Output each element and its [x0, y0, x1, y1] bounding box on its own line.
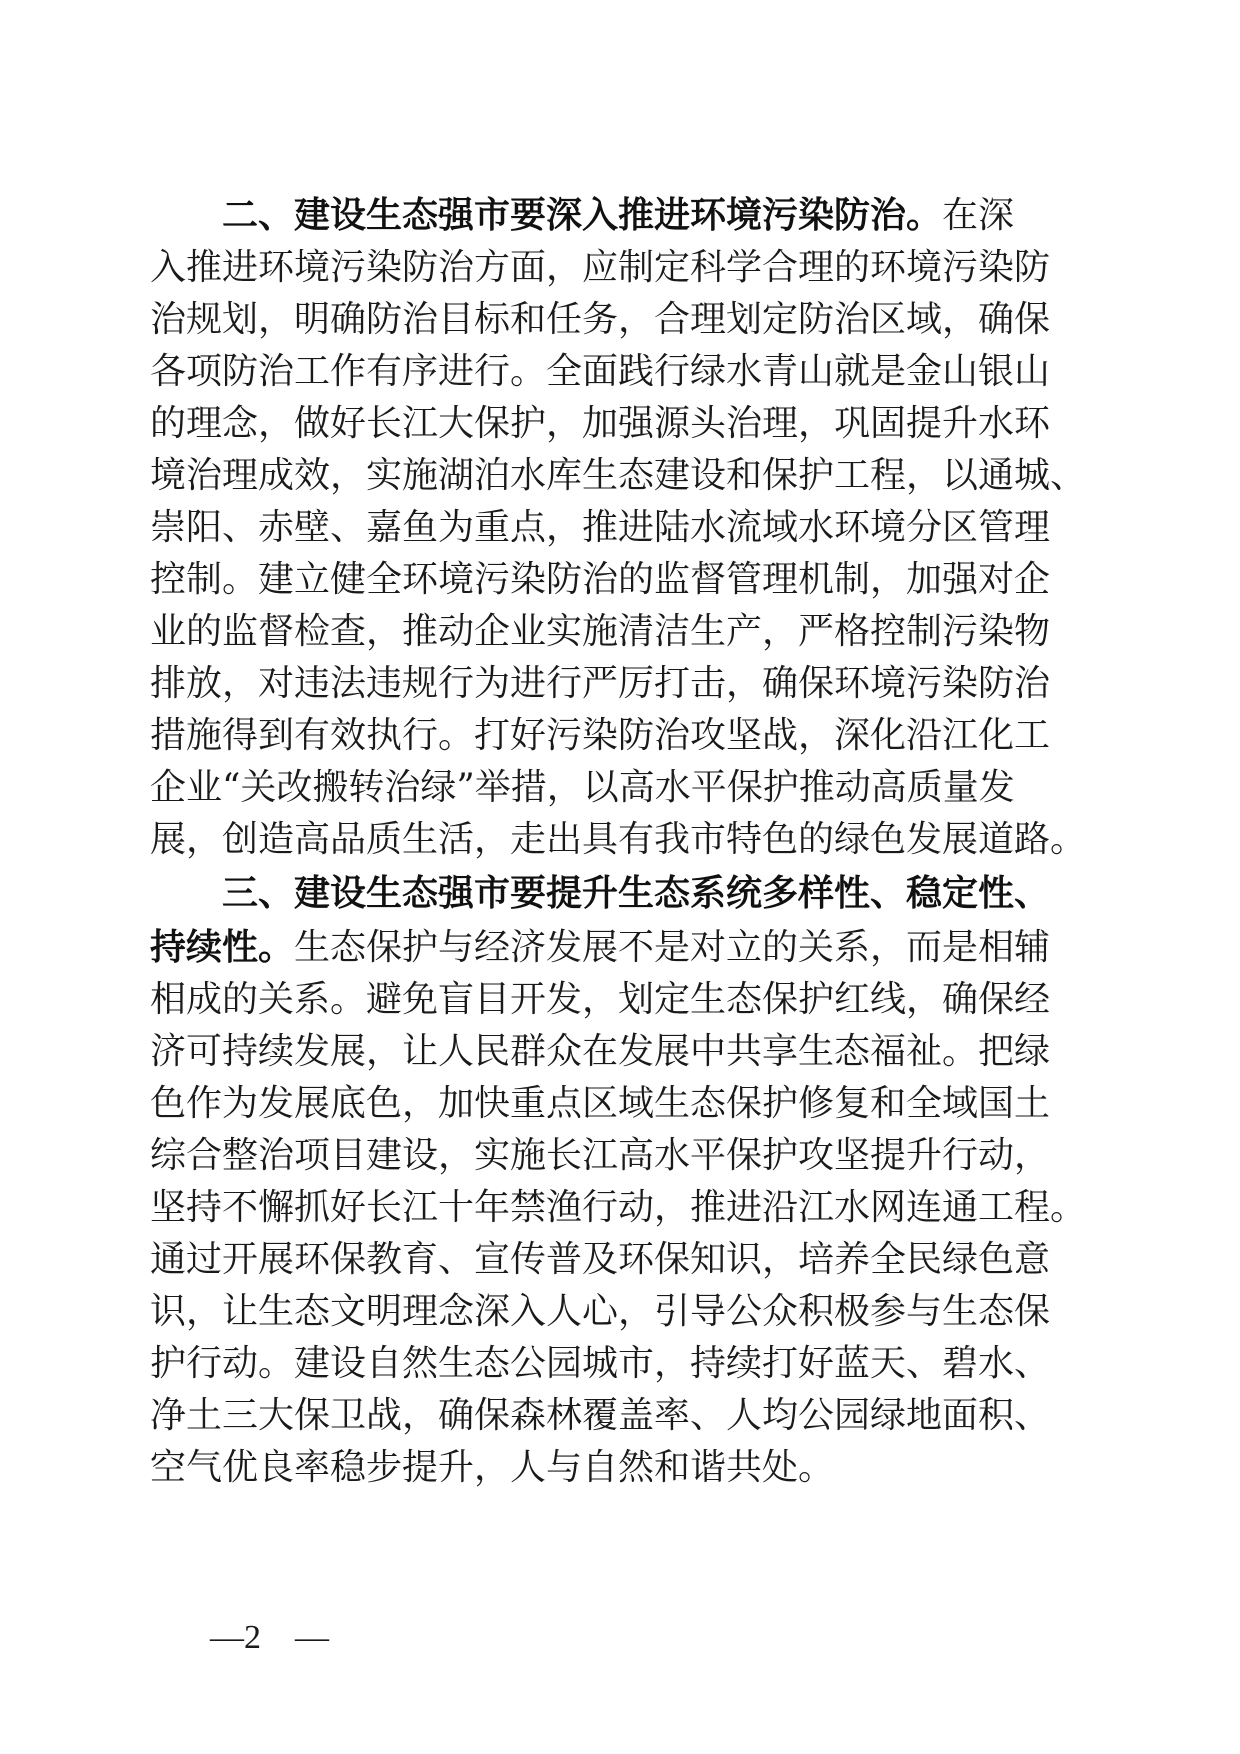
body-text: 各项防治工作有序进行。全面践行绿水青山就是金山银山 — [150, 351, 1051, 392]
body-text: 治规划，明确防治目标和任务，合理划定防治区域，确保 — [150, 299, 1051, 340]
section-3-text: 生态保护与经济发展不是对立的关系，而是相辅 — [294, 927, 1051, 968]
body-text: 坚持不懈抓好长江十年禁渔行动，推进沿江水网连通工程。 — [150, 1187, 1087, 1228]
body-text: 企业“关改搬转治绿”举措，以高水平保护推动高质量发 — [150, 767, 1015, 808]
section-2-line — [0, 656, 1240, 712]
body-text: 净土三大保卫战，确保森林覆盖率、人均公园绿地面积、 — [150, 1395, 1051, 1436]
section-2-line — [0, 708, 1240, 764]
section-2-line-1 — [0, 188, 1240, 244]
section-3-line — [0, 1336, 1240, 1392]
body-text: 措施得到有效执行。打好污染防治攻坚战，深化沿江化工 — [150, 715, 1051, 756]
section-3-line — [0, 972, 1240, 1028]
body-text: 通过开展环保教育、宣传普及环保知识，培养全民绿色意 — [150, 1239, 1051, 1280]
section-2-text: 在深 — [942, 195, 1015, 236]
body-text: 相成的关系。避免盲目开发，划定生态保护红线，确保经 — [150, 979, 1051, 1020]
body-text: 展，创造高品质生活，走出具有我市特色的绿色发展道路。 — [150, 819, 1087, 860]
section-3-heading-line — [0, 866, 1240, 922]
body-text: 排放，对违法违规行为进行严厉打击，确保环境污染防治 — [150, 663, 1051, 704]
section-2-line — [0, 344, 1240, 400]
section-3-line — [0, 1284, 1240, 1340]
section-2-line — [0, 396, 1240, 452]
section-2-line — [0, 760, 1240, 816]
section-2-line — [0, 552, 1240, 608]
section-3-heading-cont: 持续性。 — [150, 927, 295, 968]
section-3-line — [0, 1128, 1240, 1184]
section-2-first-line — [222, 188, 1014, 244]
section-3-line-1 — [0, 920, 1240, 976]
section-3-line — [0, 1076, 1240, 1132]
section-2-line — [0, 448, 1240, 504]
section-3-line — [0, 1024, 1240, 1080]
section-2-line — [0, 812, 1240, 868]
body-text: 境治理成效，实施湖泊水库生态建设和保护工程，以通城、 — [150, 455, 1087, 496]
section-2-line — [0, 604, 1240, 660]
body-text: 护行动。建设自然生态公园城市，持续打好蓝天、碧水、 — [150, 1343, 1051, 1384]
section-2-heading: 二、建设生态强市要深入推进环境污染防治。 — [222, 195, 943, 236]
body-text: 的理念，做好长江大保护，加强源头治理，巩固提升水环 — [150, 403, 1051, 444]
page-number: —2 — — [210, 1619, 329, 1656]
section-3-line — [0, 1180, 1240, 1236]
section-2-line — [0, 240, 1240, 296]
body-text: 综合整治项目建设，实施长江高水平保护攻坚提升行动， — [150, 1135, 1051, 1176]
section-2-line — [0, 500, 1240, 556]
body-text: 空气优良率稳步提升，人与自然和谐共处。 — [150, 1447, 835, 1488]
body-text: 崇阳、赤壁、嘉鱼为重点，推进陆水流域水环境分区管理 — [150, 507, 1051, 548]
section-3-line — [0, 1440, 1240, 1496]
section-3-line — [0, 1232, 1240, 1288]
section-3-line — [0, 1388, 1240, 1444]
body-text: 控制。建立健全环境污染防治的监督管理机制，加强对企 — [150, 559, 1051, 600]
section-3-first-line — [150, 920, 1050, 976]
body-text: 色作为发展底色，加快重点区域生态保护修复和全域国土 — [150, 1083, 1051, 1124]
section-3-heading: 三、建设生态强市要提升生态系统多样性、稳定性、 — [222, 873, 1051, 914]
body-text: 业的监督检查，推动企业实施清洁生产，严格控制污染物 — [150, 611, 1051, 652]
section-2-line — [0, 292, 1240, 348]
body-text: 入推进环境污染防治方面，应制定科学合理的环境污染防 — [150, 247, 1051, 288]
body-text: 济可持续发展，让人民群众在发展中共享生态福祉。把绿 — [150, 1031, 1051, 1072]
body-text: 识，让生态文明理念深入人心，引导公众积极参与生态保 — [150, 1291, 1051, 1332]
